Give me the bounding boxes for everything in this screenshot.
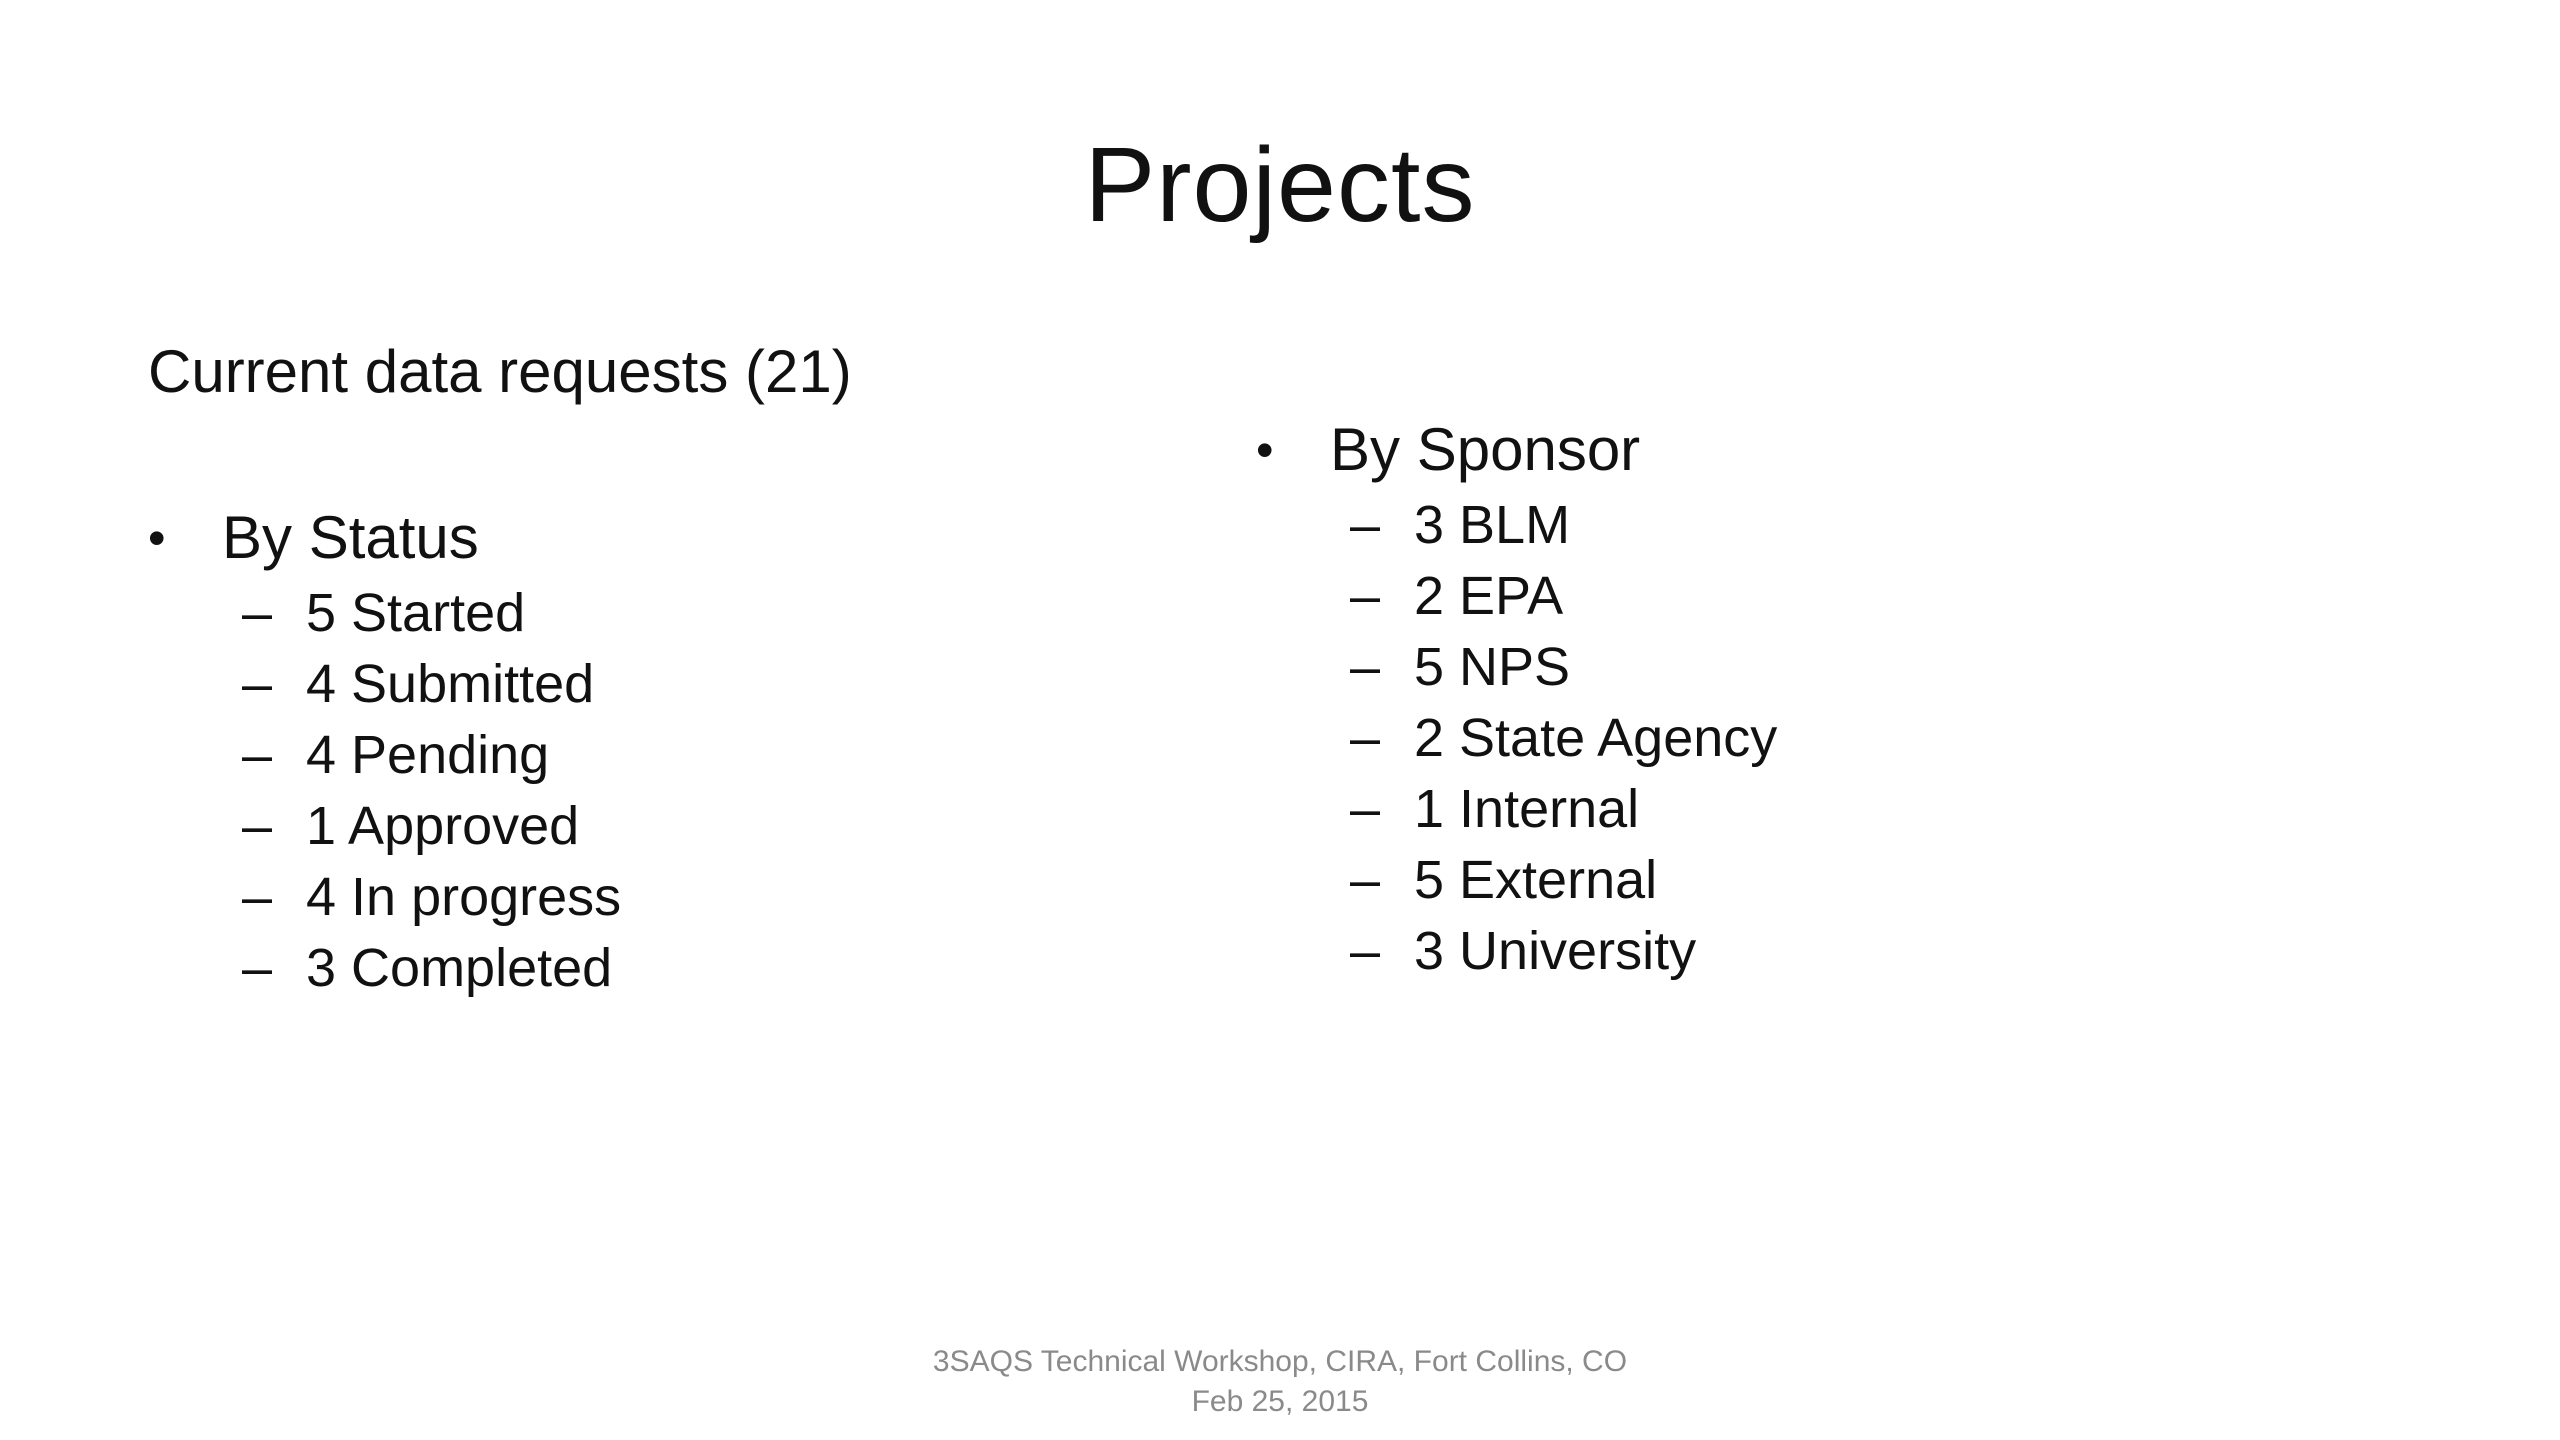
- dash-icon: –: [1350, 708, 1381, 768]
- dash-icon: –: [1350, 566, 1381, 626]
- dash-icon: –: [1350, 779, 1381, 839]
- list-item-text: 3 Completed: [306, 938, 613, 998]
- status-heading: By Status: [222, 504, 479, 571]
- bullet-icon: •: [148, 510, 166, 566]
- dash-icon: –: [1350, 850, 1381, 910]
- sponsor-heading: By Sponsor: [1330, 416, 1641, 483]
- list-item-text: 5 Started: [306, 583, 526, 643]
- list-item-text: 3 BLM: [1414, 495, 1571, 555]
- dash-icon: –: [242, 654, 273, 714]
- list-item-text: 4 Pending: [306, 725, 550, 785]
- dash-icon: –: [242, 938, 273, 998]
- bullet-icon: •: [1256, 422, 1274, 478]
- list-item-text: 4 In progress: [306, 867, 622, 927]
- dash-icon: –: [242, 867, 273, 927]
- dash-icon: –: [1350, 637, 1381, 697]
- footer-event: 3SAQS Technical Workshop, CIRA, Fort Collins, CO: [932, 1345, 1628, 1378]
- list-item-text: 1 Internal: [1414, 779, 1640, 839]
- dash-icon: –: [242, 725, 273, 785]
- slide-footer: [0, 1342, 2560, 1422]
- footer-date: Feb 25, 2015: [1191, 1385, 1369, 1418]
- dash-icon: –: [1350, 495, 1381, 555]
- dash-icon: –: [242, 583, 273, 643]
- list-item-text: 3 University: [1414, 921, 1697, 981]
- dash-icon: –: [242, 796, 273, 856]
- list-item-text: 4 Submitted: [306, 654, 595, 714]
- dash-icon: –: [1350, 921, 1381, 981]
- list-item-text: 2 State Agency: [1414, 708, 1778, 768]
- list-item-text: 5 External: [1414, 850, 1658, 910]
- slide-title: Projects: [1084, 126, 1476, 244]
- list-item-text: 5 NPS: [1414, 637, 1571, 697]
- list-item-text: 2 EPA: [1414, 566, 1564, 626]
- slide-subtitle: Current data requests (21): [148, 338, 852, 405]
- list-item-text: 1 Approved: [306, 796, 580, 856]
